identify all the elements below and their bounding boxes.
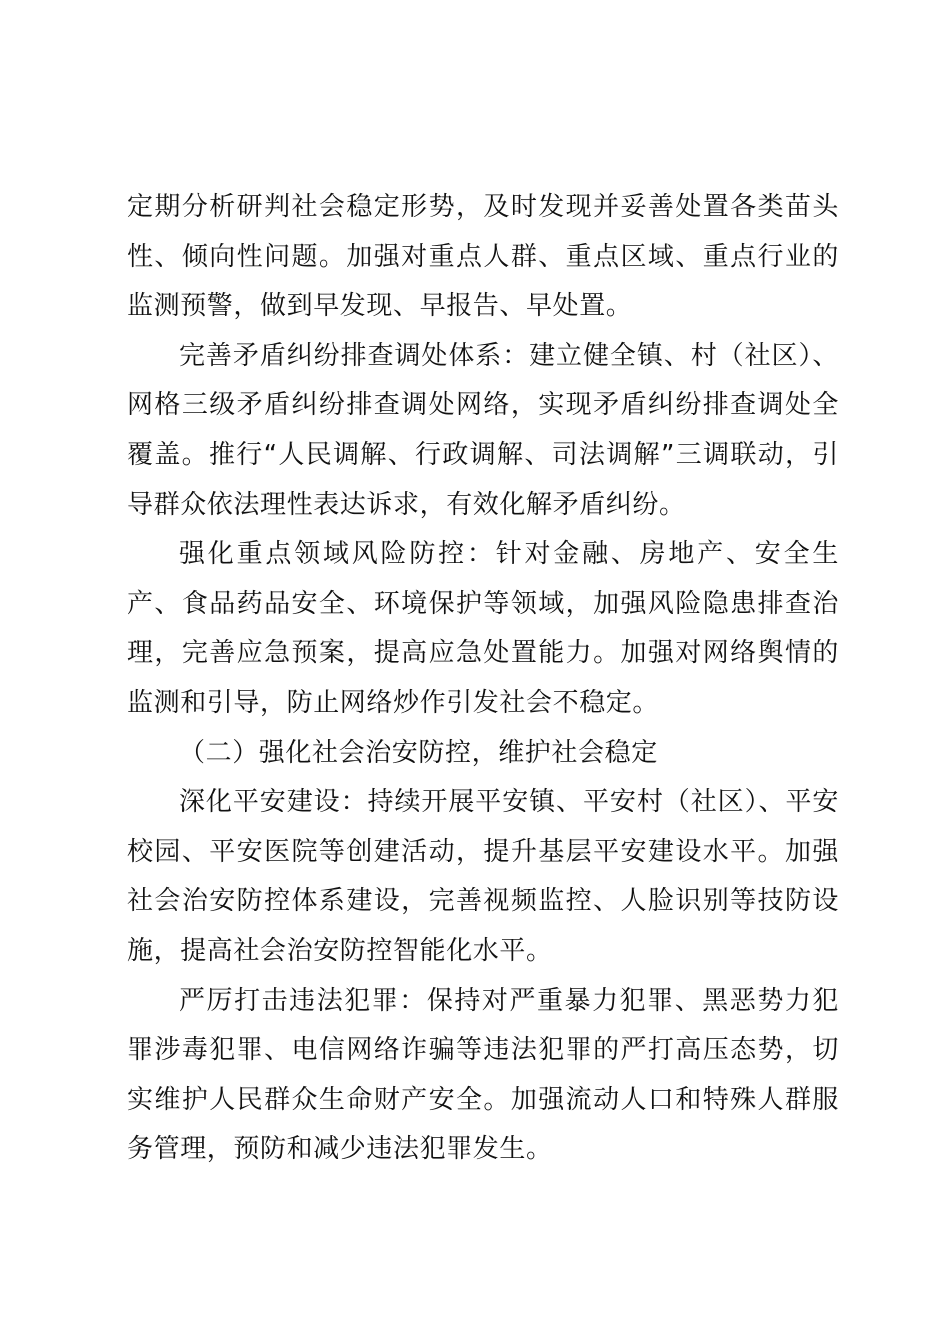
paragraph-continuation: 定期分析研判社会稳定形势，及时发现并妥善处置各类苗头性、倾向性问题。加强对重点人群、重点区域、重点行业的监测预警，做到早发现、早报告、早处置。 [127, 192, 839, 322]
section-heading: （二）强化社会治安防控，维护社会稳定 [179, 737, 658, 768]
paragraph-safety-construction: 深化平安建设：持续开展平安镇、平安村（社区）、平安校园、平安医院等创建活动，提升基层平安建设水平。加强社会治安防控体系建设，完善视频监控、人脸识别等技防设施，提高社会治安防控智能化水平。 [127, 787, 839, 966]
paragraph-crime-crackdown: 严厉打击违法犯罪：保持对严重暴力犯罪、黑恶势力犯罪涉毒犯罪、电信网络诈骗等违法犯罪的严打高压态势，切实维护人民群众生命财产安全。加强流动人口和特殊人群服务管理，预防和减少违法犯罪发生。 [127, 985, 839, 1165]
document-body [127, 183, 839, 1175]
paragraph-dispute-resolution: 完善矛盾纠纷排查调处体系：建立健全镇、村（社区）、网格三级矛盾纠纷排查调处网络，实现矛盾纠纷排查调处全覆盖。推行“人民调解、行政调解、司法调解”三调联动，引导群众依法理性表达诉求，有效化解矛盾纠纷。 [127, 340, 839, 520]
paragraph-risk-control: 强化重点领域风险防控：针对金融、房地产、安全生产、食品药品安全、环境保护等领域，加强风险隐患排查治理，完善应急预案，提高应急处置能力。加强对网络舆情的监测和引导，防止网络炒作引发社会不稳定。 [127, 539, 839, 718]
